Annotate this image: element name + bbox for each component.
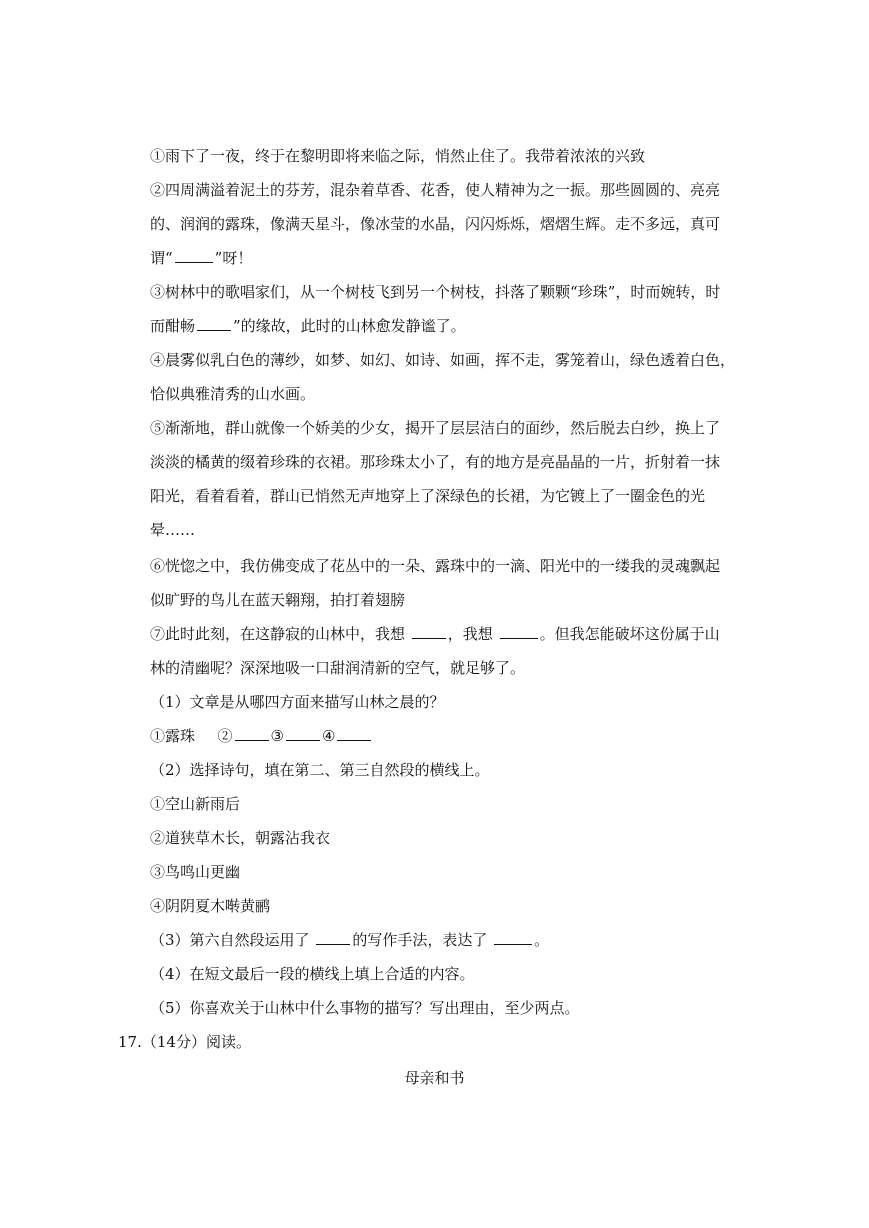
answer-blank	[412, 624, 446, 639]
paragraph-2-line-1: ②四周满溢着泥土的芬芳，混杂着草香、花香，使人精神为之一振。那些圆圆的、亮亮	[150, 181, 721, 199]
paragraph-5-line-1: ⑤渐渐地，群山就像一个娇美的少女，揭开了层层洁白的面纱，然后脱去白纱，换上了	[150, 419, 721, 437]
answer-blank	[235, 726, 269, 741]
answer-blank	[500, 624, 538, 639]
question-1: （1）文章是从哪四方面来描写山林之晨的？	[150, 693, 445, 711]
option-2: ②道狭草木长，朝露沾我衣	[150, 829, 331, 847]
question-4: （4）在短文最后一段的横线上填上合适的内容。	[150, 965, 475, 983]
question-3: （3）第六自然段运用了 的写作手法，表达了 。	[150, 931, 550, 949]
answer-blank	[197, 316, 231, 331]
paragraph-2-line-3: 谓“ ”呀！	[150, 249, 253, 267]
question-17-label: 17.（14分）阅读。	[118, 1033, 251, 1051]
question-5: （5）你喜欢关于山林中什么事物的描写？写出理由，至少两点。	[150, 999, 580, 1017]
answer-blank	[337, 726, 371, 741]
paragraph-6-line-1: ⑥恍惚之中，我仿佛变成了花丛中的一朵、露珠中的一滴、阳光中的一缕我的灵魂飘起	[150, 557, 721, 575]
answer-blank	[175, 248, 213, 263]
answer-blank	[494, 930, 532, 945]
paragraph-6-line-2: 似旷野的鸟儿在蓝天翱翔，拍打着翅膀	[150, 591, 406, 609]
paragraph-7-line-1: ⑦此时此刻，在这静寂的山林中，我想 ，我想 。但我怎能破坏这份属于山	[150, 625, 720, 643]
paragraph-5-line-3: 阳光，看着看着，群山已悄然无声地穿上了深绿色的长裙，为它镀上了一圈金色的光	[150, 487, 706, 505]
paragraph-3-line-1: ③树林中的歌唱家们，从一个树枝飞到另一个树枝，抖落了颗颗“珍珠”，时而婉转，时	[150, 283, 721, 301]
paragraph-7-line-2: 林的清幽呢？深深地吸一口甜润清新的空气，就足够了。	[150, 659, 526, 677]
answer-blank	[286, 726, 320, 741]
passage-title: 母亲和书	[404, 1069, 465, 1087]
question-2: （2）选择诗句，填在第二、第三自然段的横线上。	[150, 761, 490, 779]
answer-blank	[316, 930, 350, 945]
paragraph-1: ①雨下了一夜，终于在黎明即将来临之际，悄然止住了。我带着浓浓的兴致	[150, 147, 646, 165]
paragraph-5-line-2: 淡淡的橘黄的缀着珍珠的衣裙。那珍珠太小了，有的地方是亮晶晶的一片，折射着一抹	[150, 453, 721, 471]
option-1: ①空山新雨后	[150, 795, 241, 813]
paragraph-4-line-1: ④晨雾似乳白色的薄纱，如梦、如幻、如诗、如画，挥不走，雾笼着山，绿色透着白色，	[150, 351, 736, 369]
paragraph-3-line-2: 而酣畅 ”的缘故，此时的山林愈发静谧了。	[150, 317, 466, 335]
option-4: ④阴阴夏木啭黄鹂	[150, 897, 271, 915]
paragraph-4-line-2: 恰似典雅清秀的山水画。	[150, 385, 316, 403]
question-1-answer-line: ①露珠 ② ③ ④	[150, 726, 373, 746]
option-3: ③鸟鸣山更幽	[150, 863, 241, 881]
paragraph-2-line-2: 的、润润的露珠，像满天星斗，像冰莹的水晶，闪闪烁烁，熠熠生辉。走不多远，真可	[150, 215, 721, 233]
paragraph-5-line-4: 晕……	[150, 521, 196, 539]
